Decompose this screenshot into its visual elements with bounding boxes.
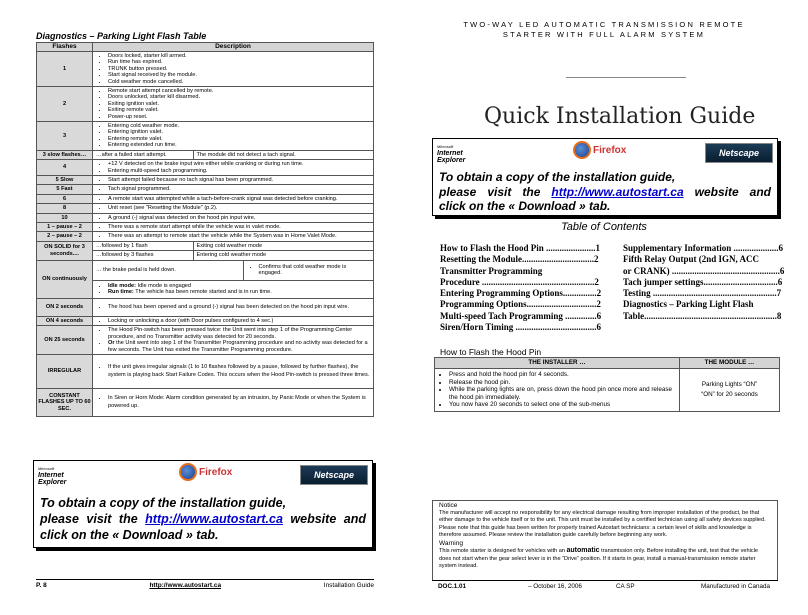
table-row: ON 25 seconds • The Hood Pin-switch has been pressed twice: the Unit went into step 1 of the Programming Center procedure, and no Transmitter activity was detected for 20 seconds. • Or the Unit went into step 1 of the Transmitter Programming procedure and no activity was detected for a few seconds. The Unit has exited the Transmitter Programming procedure. xyxy=(37,326,374,355)
list-item: • There was an attempt to remote start the vehicle while the System was in Home Valet Mode. xyxy=(108,233,370,239)
toc-entry[interactable]: Entering Programming Options...............2 xyxy=(440,288,602,299)
list-item: • Entering ignition valet. xyxy=(108,129,370,135)
col-header-module: THE MODULE … xyxy=(680,358,780,369)
list-item: • There was a remote start attempt while the vehicle was in valet mode. xyxy=(108,224,370,230)
description-cell xyxy=(93,87,374,122)
flash-cell: ON 2 seconds xyxy=(37,298,93,316)
flash-cell: 3 xyxy=(37,122,93,151)
flash-cell: 2 xyxy=(37,87,93,122)
notice-title: Notice xyxy=(439,502,458,509)
hood-step: • While the parking lights are on, press down the hood pin once more and release the hood pin immediately. xyxy=(449,386,677,401)
footer-label: Installation Guide xyxy=(323,582,374,589)
hood-steps-list xyxy=(437,371,677,409)
table-row: ON 4 seconds • Locking or unlocking a door (with Door pulses configured to 4 sec.) xyxy=(37,316,374,325)
firefox-logo: Firefox xyxy=(179,463,232,481)
warning-text: This remote starter is designed for vehicles with an automatic transmission only. Before installing the unit, test that the vehicle does not start when the gear select lever is in the “Drive” position. If it starts in gear, install a manual-transmission remote starter system instead. xyxy=(439,547,758,569)
firefox-globe-icon xyxy=(573,141,591,159)
flash-cell: CONSTANT FLASHES UP TO 60 SEC. xyxy=(37,388,93,416)
table-row xyxy=(37,122,374,151)
flash-cell: 4 xyxy=(37,160,93,176)
internet-explorer-logo: Microsoft Internet Explorer xyxy=(38,466,67,486)
autostart-link[interactable]: http://www.autostart.ca xyxy=(551,184,684,199)
continuous-b: • Confirms that cold weather mode is engaged. xyxy=(259,264,371,277)
toc-entry[interactable]: Supplementary Information ....................6 xyxy=(623,243,784,253)
netscape-logo: Netscape xyxy=(300,465,368,485)
col-header-description: Description xyxy=(93,43,374,52)
internet-explorer-logo: Microsoft Internet Explorer xyxy=(437,144,466,164)
solid-1a: …followed by 1 flash xyxy=(93,242,193,250)
table-row: ON 2 seconds • The hood has been opened and a ground (-) signal has been detected on the hood pin input wire. xyxy=(37,298,374,316)
hood-pin-table xyxy=(434,357,780,412)
flash-cell: 1 xyxy=(37,52,93,87)
table-row xyxy=(37,222,374,231)
doc-date: – October 16, 2006 xyxy=(528,583,582,590)
toc-entry[interactable]: Table...........................................................8 xyxy=(623,310,782,321)
list-item: • Tach signal programmed. xyxy=(108,186,370,192)
table-row xyxy=(37,185,374,194)
diagnostics-title: Diagnostics – Parking Light Flash Table xyxy=(36,31,207,41)
browser-logos xyxy=(433,139,777,167)
hood-step: • Release the hood pin. xyxy=(449,379,677,387)
flash-cell: 5 Fast xyxy=(37,185,93,194)
download-promo-left xyxy=(33,460,373,548)
hood-section-title: How to Flash the Hood Pin xyxy=(440,347,542,357)
list-item: • Entering multi-speed tach programming. xyxy=(108,168,370,174)
diagnostics-rows xyxy=(37,52,374,242)
firefox-globe-icon xyxy=(179,463,197,481)
promo-text: To obtain a copy of the installation guide, please visit the http://www.autostart.ca website and click on the « Download » tab. xyxy=(40,496,366,542)
table-row xyxy=(37,52,374,87)
list-item: • Entering cold weather mode. xyxy=(108,123,370,129)
left-page-footer xyxy=(36,579,374,589)
flash-cell: IRREGULAR xyxy=(37,354,93,388)
description-cell xyxy=(93,150,374,159)
col-header-installer: THE INSTALLER … xyxy=(435,358,680,369)
footer-url[interactable]: http://www.autostart.ca xyxy=(149,582,222,589)
diagnostics-table xyxy=(36,42,374,417)
toc-entry[interactable]: Resetting the Module................................2 xyxy=(440,254,599,265)
description-cell xyxy=(93,204,374,213)
table-row xyxy=(37,204,374,213)
flash-cell: 8 xyxy=(37,204,93,213)
split-text: The module did not detect a tach signal. xyxy=(196,151,296,158)
toc-entry[interactable]: Tach jumper settings.................................6 xyxy=(623,276,783,287)
download-promo-right xyxy=(432,138,778,216)
list-item: • Doors locked, starter kill armed. xyxy=(108,53,370,59)
col-header-flashes: Flashes xyxy=(37,43,93,52)
description-cell xyxy=(93,122,374,151)
table-row: CONSTANT FLASHES UP TO 60 SEC. • In Siren or Horn Mode: Alarm condition generated by an intrusion, by Panic Mode or when the System is powered up. xyxy=(37,388,374,416)
list-item: • Unit reset (see "Resetting the Module" (p.2). xyxy=(108,205,370,211)
table-row xyxy=(37,213,374,222)
toc-entry[interactable]: Multi-speed Tach Programming ..............6 xyxy=(440,310,602,321)
firefox-logo: Firefox xyxy=(573,141,626,159)
toc-entry[interactable]: Diagnostics – Parking Light Flash xyxy=(623,299,754,310)
flash-cell: ON SOLID for 3 seconds.... xyxy=(37,241,93,260)
continuous-a: … the brake pedal is held down. xyxy=(93,261,243,281)
toc-title: Table of Contents xyxy=(561,221,647,233)
toc-entry[interactable]: Transmitter Programming xyxy=(440,265,543,276)
list-item: • TRUNK button pressed. xyxy=(108,66,370,72)
solid-2a: …followed by 3 flashes xyxy=(93,251,193,259)
list-item: • Entering extended run time. xyxy=(108,142,370,148)
list-item: • Start attempt failed because no tach signal has been programmed. xyxy=(108,177,370,183)
autostart-link[interactable]: http://www.autostart.ca xyxy=(145,512,283,526)
table-row xyxy=(37,241,374,250)
split-text: …after a failed start attempt. xyxy=(93,151,193,159)
toc-entry[interactable]: or CRANK) ................................................6 xyxy=(623,265,785,276)
table-row: ON continuously … the brake pedal is held down. • Confirms that cold weather mode is engaged. • Idle mode: Idle mode is engaged • Run time: The vehicle has been remote started and is in run time. xyxy=(37,260,374,298)
solid-1b: Exiting cold weather mode xyxy=(196,242,263,249)
page-number: P. 8 xyxy=(36,582,47,589)
description-cell xyxy=(93,175,374,184)
list-item: • Doors unlocked, starter kill disarmed. xyxy=(108,94,370,100)
toc-left-column xyxy=(440,243,605,333)
flash-cell: 6 xyxy=(37,194,93,203)
browser-logos xyxy=(34,461,372,489)
hood-step: • You now have 20 seconds to select one of the sub-menus xyxy=(449,401,677,409)
module-response-2: “ON” for 20 seconds xyxy=(701,390,758,398)
flash-cell: 5 Slow xyxy=(37,175,93,184)
toc-entry[interactable]: Procedure ..................................................2 xyxy=(440,276,599,287)
description-cell xyxy=(93,232,374,241)
list-item: • Run time has expired. xyxy=(108,59,370,65)
netscape-logo: Netscape xyxy=(705,143,773,163)
flash-cell: 2 – pause – 2 xyxy=(37,232,93,241)
description-cell xyxy=(93,52,374,87)
table-row xyxy=(37,194,374,203)
list-item: • Power-up reset. xyxy=(108,114,370,120)
made-in: Manufactured in Canada xyxy=(701,583,770,590)
description-cell xyxy=(93,160,374,176)
toc-entry[interactable]: Testing .......................................................7 xyxy=(623,288,782,299)
doc-lang: CA SP xyxy=(616,583,635,590)
table-row xyxy=(37,232,374,241)
list-item: • +12 V detected on the brake input wire either while cranking or during run time. xyxy=(108,161,370,167)
list-item: • A remote start was attempted while a tach-before-crank signal was detected before cranking. xyxy=(108,196,370,202)
list-item: • Exiting ignition valet. xyxy=(108,101,370,107)
table-row xyxy=(37,175,374,184)
list-item: • Cold weather mode cancelled. xyxy=(108,79,370,85)
description-cell xyxy=(93,222,374,231)
flash-cell: ON 25 seconds xyxy=(37,326,93,355)
guide-title: Quick Installation Guide xyxy=(484,104,756,129)
description-cell xyxy=(93,213,374,222)
flash-cell: ON continuously xyxy=(37,260,93,298)
promo-text: To obtain a copy of the installation guide, please visit the http://www.autostart.ca website and click on the « Download » tab. xyxy=(439,170,771,213)
toc-entry[interactable]: How to Flash the Hood Pin ......................1 xyxy=(440,243,601,253)
table-header-row xyxy=(37,43,374,52)
table-row xyxy=(37,87,374,122)
list-item: • Exiting remote valet. xyxy=(108,107,370,113)
description-cell xyxy=(93,194,374,203)
toc-right-column xyxy=(623,243,785,322)
doc-number: DOC.1.01 xyxy=(438,583,466,590)
page-header: TWO-WAY LED AUTOMATIC TRANSMISSION REMOTE STARTER WITH FULL ALARM SYSTEM xyxy=(463,20,745,39)
notice-box xyxy=(432,500,778,581)
notice-text: The manufacturer will accept no responsibility for any electrical damage resulting from improper installation of the product, be that either damage to the vehicle itself or to the unit. This unit must be installed by a certified technician using all safety devices supplied. Please note that this guide has been written for properly trained Autostart technicians: a certain level of skills and knowledge is therefore assumed. Please review the installation guide carefully before beginning any work. xyxy=(439,509,766,538)
description-cell xyxy=(93,185,374,194)
list-item: • Entering remote valet. xyxy=(108,136,370,142)
flash-cell: 3 slow flashes… xyxy=(37,150,93,159)
flash-cell: 10 xyxy=(37,213,93,222)
table-row xyxy=(37,160,374,176)
header-divider xyxy=(566,77,686,78)
toc-entry[interactable]: Siren/Horn Timing ....................................6 xyxy=(440,322,602,333)
table-row: IRREGULAR • If the unit gives irregular signals (1 to 10 flashes followed by a pause, followed by further flashes), the system is playing back Start Failure Codes. This occurs when the Hood Pin-switch is pressed three times. xyxy=(37,354,374,388)
module-response-1: Parking Lights “ON” xyxy=(701,380,758,388)
flash-cell: 1 – pause – 2 xyxy=(37,222,93,231)
toc-entry[interactable]: Fifth Relay Output (2nd IGN, ACC xyxy=(623,254,760,265)
right-page-footer xyxy=(432,580,778,590)
list-item: • A ground (-) signal was detected on the hood pin input wire. xyxy=(108,215,370,221)
list-item: • Remote start attempt cancelled by remote. xyxy=(108,88,370,94)
table-row xyxy=(37,150,374,159)
solid-2b: Entering cold weather mode xyxy=(196,252,267,259)
hood-step: • Press and hold the hood pin for 4 seconds. xyxy=(449,371,677,379)
flash-cell: ON 4 seconds xyxy=(37,316,93,325)
list-item: • Start signal received by the module. xyxy=(108,72,370,78)
warning-title: Warning xyxy=(439,539,463,547)
toc-entry[interactable]: Programming Options...............................2 xyxy=(440,299,601,310)
